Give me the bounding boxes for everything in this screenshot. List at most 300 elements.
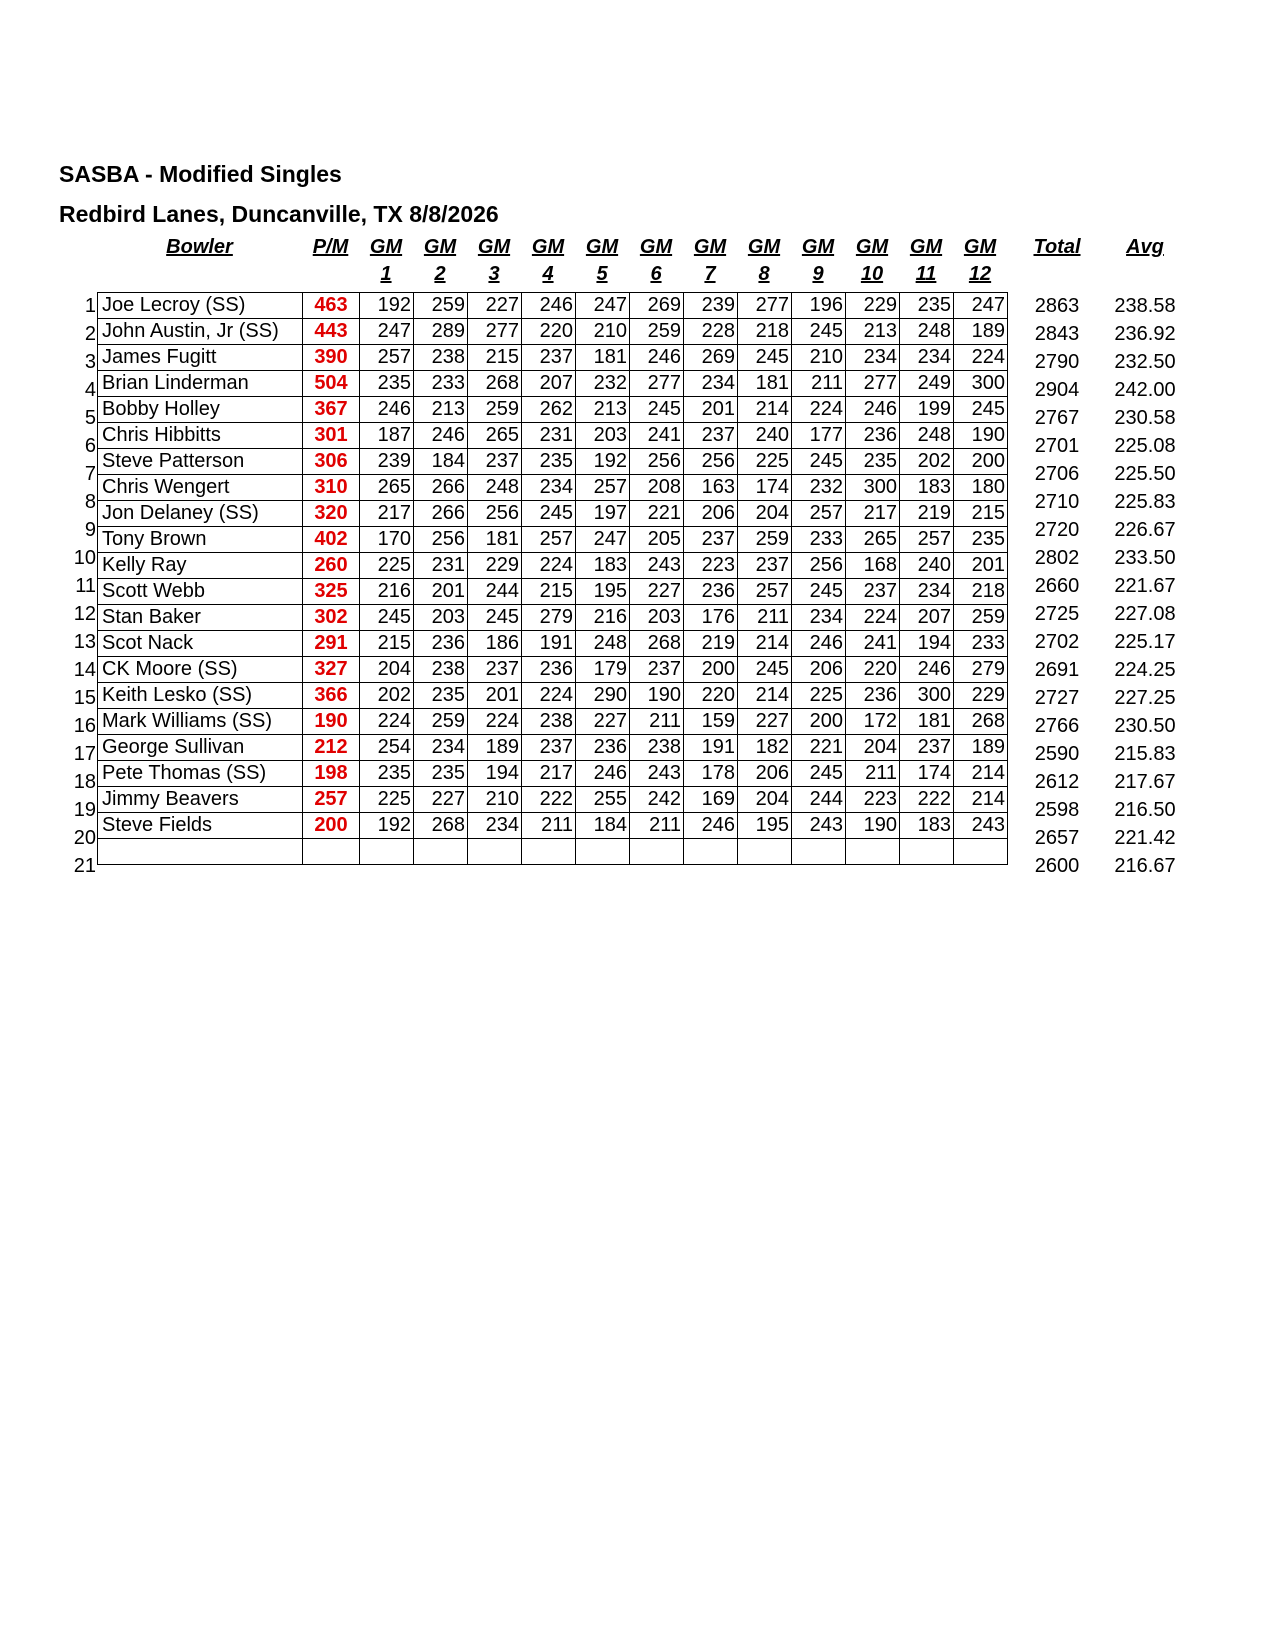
game-score-cell: 247	[576, 527, 630, 553]
plus-minus-cell: 200	[303, 813, 360, 839]
table-row	[98, 735, 1008, 761]
total-value: 2727	[1034, 687, 1080, 709]
game-score-cell: 227	[414, 787, 468, 813]
game-score-cell: 224	[846, 605, 900, 631]
game-score-cell: 172	[846, 709, 900, 735]
bowler-name-cell: James Fugitt	[98, 345, 303, 371]
game-score-cell: 238	[630, 735, 684, 761]
game-score-cell: 268	[414, 813, 468, 839]
average-value: 217.67	[1114, 771, 1176, 793]
game-score-cell: 238	[522, 709, 576, 735]
game-score-cell: 235	[414, 761, 468, 787]
bowler-name-cell: CK Moore (SS)	[98, 657, 303, 683]
game-score-cell: 236	[846, 423, 900, 449]
average-value: 225.83	[1114, 491, 1176, 513]
empty-table-row	[98, 839, 1008, 865]
game-score-cell: 236	[846, 683, 900, 709]
game-score-cell: 201	[954, 553, 1008, 579]
game-score-cell: 257	[576, 475, 630, 501]
game-score-cell: 231	[414, 553, 468, 579]
game-score-cell: 279	[954, 657, 1008, 683]
table-row	[98, 501, 1008, 527]
game-score-cell: 181	[900, 709, 954, 735]
bowler-name-cell: Pete Thomas (SS)	[98, 761, 303, 787]
game-score-cell: 211	[846, 761, 900, 787]
game-score-cell: 240	[738, 423, 792, 449]
game-score-cell: 204	[738, 787, 792, 813]
game-score-cell: 235	[846, 449, 900, 475]
game-score-cell: 215	[522, 579, 576, 605]
game-score-cell: 217	[846, 501, 900, 527]
empty-cell	[900, 839, 954, 865]
game-score-cell: 170	[360, 527, 414, 553]
game-score-cell: 227	[630, 579, 684, 605]
game-score-cell: 235	[414, 683, 468, 709]
average-value: 225.50	[1114, 463, 1176, 485]
game-score-cell: 220	[684, 683, 738, 709]
game-score-cell: 232	[792, 475, 846, 501]
game-score-cell: 246	[846, 397, 900, 423]
game-score-cell: 183	[900, 813, 954, 839]
average-value: 216.67	[1114, 855, 1176, 877]
game-score-cell: 255	[576, 787, 630, 813]
empty-cell	[414, 839, 468, 865]
game-score-cell: 238	[414, 345, 468, 371]
rank-number: 10	[73, 547, 96, 569]
plus-minus-cell: 190	[303, 709, 360, 735]
game-score-cell: 218	[738, 319, 792, 345]
game-score-cell: 259	[414, 293, 468, 319]
empty-cell	[792, 839, 846, 865]
game-score-cell: 247	[360, 319, 414, 345]
column-header-game-11: GM 11	[909, 236, 943, 285]
game-score-cell: 234	[468, 813, 522, 839]
table-row	[98, 449, 1008, 475]
game-score-cell: 201	[468, 683, 522, 709]
total-value: 2660	[1034, 575, 1080, 597]
plus-minus-cell: 402	[303, 527, 360, 553]
total-value: 2657	[1034, 827, 1080, 849]
table-row	[98, 553, 1008, 579]
rank-number: 21	[73, 855, 96, 877]
total-value: 2802	[1034, 547, 1080, 569]
empty-cell	[360, 839, 414, 865]
game-score-cell: 245	[468, 605, 522, 631]
game-score-cell: 237	[738, 553, 792, 579]
game-score-cell: 243	[954, 813, 1008, 839]
game-score-cell: 181	[468, 527, 522, 553]
game-score-cell: 268	[630, 631, 684, 657]
table-row	[98, 475, 1008, 501]
game-score-cell: 290	[576, 683, 630, 709]
table-row	[98, 605, 1008, 631]
game-score-cell: 259	[630, 319, 684, 345]
plus-minus-cell: 443	[303, 319, 360, 345]
column-header-game-9: GM 9	[801, 236, 835, 285]
column-header-game-7: GM 7	[693, 236, 727, 285]
bowler-name-cell: Chris Hibbitts	[98, 423, 303, 449]
column-header-total: Total	[1033, 236, 1081, 258]
game-score-cell: 225	[738, 449, 792, 475]
game-score-cell: 217	[360, 501, 414, 527]
bowler-name-cell: Steve Patterson	[98, 449, 303, 475]
total-value: 2904	[1034, 379, 1080, 401]
game-score-cell: 224	[468, 709, 522, 735]
game-score-cell: 199	[900, 397, 954, 423]
game-score-cell: 216	[576, 605, 630, 631]
average-value: 221.67	[1114, 575, 1176, 597]
game-score-cell: 180	[954, 475, 1008, 501]
rank-number: 19	[73, 799, 96, 821]
game-score-cell: 196	[792, 293, 846, 319]
game-score-cell: 214	[954, 787, 1008, 813]
game-score-cell: 211	[522, 813, 576, 839]
average-value: 238.58	[1114, 295, 1176, 317]
game-score-cell: 211	[630, 813, 684, 839]
game-score-cell: 208	[630, 475, 684, 501]
game-score-cell: 234	[846, 345, 900, 371]
game-score-cell: 213	[576, 397, 630, 423]
game-score-cell: 222	[900, 787, 954, 813]
game-score-cell: 216	[360, 579, 414, 605]
game-score-cell: 245	[792, 319, 846, 345]
game-score-cell: 300	[954, 371, 1008, 397]
bowler-name-cell: Steve Fields	[98, 813, 303, 839]
game-score-cell: 176	[684, 605, 738, 631]
game-score-cell: 259	[468, 397, 522, 423]
bowler-name-cell: Brian Linderman	[98, 371, 303, 397]
game-score-cell: 246	[792, 631, 846, 657]
game-score-cell: 205	[630, 527, 684, 553]
average-value: 215.83	[1114, 743, 1176, 765]
plus-minus-cell: 463	[303, 293, 360, 319]
game-score-cell: 277	[468, 319, 522, 345]
game-score-cell: 234	[900, 345, 954, 371]
plus-minus-cell: 366	[303, 683, 360, 709]
table-row	[98, 527, 1008, 553]
game-score-cell: 187	[360, 423, 414, 449]
table-row	[98, 397, 1008, 423]
rank-number: 5	[84, 407, 96, 429]
total-value: 2706	[1034, 463, 1080, 485]
game-score-cell: 168	[846, 553, 900, 579]
game-score-cell: 256	[792, 553, 846, 579]
total-value: 2590	[1034, 743, 1080, 765]
total-value: 2863	[1034, 295, 1080, 317]
average-value: 236.92	[1114, 323, 1176, 345]
rank-number: 11	[75, 575, 96, 597]
game-score-cell: 247	[576, 293, 630, 319]
game-score-cell: 245	[954, 397, 1008, 423]
bowler-name-cell: Scot Nack	[98, 631, 303, 657]
rank-number: 4	[84, 379, 96, 401]
table-row	[98, 319, 1008, 345]
game-score-cell: 215	[468, 345, 522, 371]
game-score-cell: 204	[846, 735, 900, 761]
game-score-cell: 245	[360, 605, 414, 631]
game-score-cell: 202	[900, 449, 954, 475]
bowler-name-cell: Jimmy Beavers	[98, 787, 303, 813]
game-score-cell: 210	[468, 787, 522, 813]
game-score-cell: 237	[684, 527, 738, 553]
game-score-cell: 220	[522, 319, 576, 345]
bowler-name-cell: Stan Baker	[98, 605, 303, 631]
game-score-cell: 200	[954, 449, 1008, 475]
game-score-cell: 224	[360, 709, 414, 735]
game-score-cell: 268	[954, 709, 1008, 735]
game-score-cell: 246	[684, 813, 738, 839]
column-header-game-2: GM 2	[423, 236, 457, 285]
column-header-game-6: GM 6	[639, 236, 673, 285]
game-score-cell: 233	[954, 631, 1008, 657]
game-score-cell: 235	[360, 761, 414, 787]
game-score-cell: 257	[738, 579, 792, 605]
empty-cell	[303, 839, 360, 865]
empty-cell	[846, 839, 900, 865]
game-score-cell: 221	[792, 735, 846, 761]
average-value: 224.25	[1114, 659, 1176, 681]
game-score-cell: 277	[846, 371, 900, 397]
game-score-cell: 235	[900, 293, 954, 319]
game-score-cell: 246	[630, 345, 684, 371]
game-score-cell: 239	[684, 293, 738, 319]
game-score-cell: 225	[360, 787, 414, 813]
game-score-cell: 194	[468, 761, 522, 787]
game-score-cell: 237	[846, 579, 900, 605]
game-score-cell: 242	[630, 787, 684, 813]
column-header-game-12: GM 12	[963, 236, 997, 285]
table-row	[98, 761, 1008, 787]
game-score-cell: 259	[414, 709, 468, 735]
game-score-cell: 184	[414, 449, 468, 475]
game-score-cell: 248	[900, 423, 954, 449]
plus-minus-cell: 257	[303, 787, 360, 813]
game-score-cell: 248	[900, 319, 954, 345]
game-score-cell: 244	[792, 787, 846, 813]
empty-cell	[98, 839, 303, 865]
plus-minus-cell: 198	[303, 761, 360, 787]
total-value: 2790	[1034, 351, 1080, 373]
column-header-game-10: GM 10	[855, 236, 889, 285]
column-header-avg: Avg	[1126, 236, 1164, 258]
empty-cell	[576, 839, 630, 865]
game-score-cell: 254	[360, 735, 414, 761]
game-score-cell: 266	[414, 501, 468, 527]
game-score-cell: 227	[468, 293, 522, 319]
game-score-cell: 204	[360, 657, 414, 683]
empty-cell	[522, 839, 576, 865]
game-score-cell: 219	[900, 501, 954, 527]
game-score-cell: 233	[414, 371, 468, 397]
game-score-cell: 237	[900, 735, 954, 761]
game-score-cell: 256	[684, 449, 738, 475]
event-subtitle: Redbird Lanes, Duncanville, TX 8/8/2026	[59, 201, 499, 227]
game-score-cell: 236	[414, 631, 468, 657]
table-row	[98, 579, 1008, 605]
total-value: 2600	[1034, 855, 1080, 877]
game-score-cell: 195	[738, 813, 792, 839]
empty-cell	[954, 839, 1008, 865]
total-value: 2701	[1034, 435, 1080, 457]
table-row	[98, 371, 1008, 397]
total-value: 2612	[1034, 771, 1080, 793]
game-score-cell: 218	[954, 579, 1008, 605]
game-score-cell: 237	[684, 423, 738, 449]
rank-number: 14	[73, 659, 96, 681]
game-score-cell: 257	[360, 345, 414, 371]
average-value: 230.58	[1114, 407, 1176, 429]
game-score-cell: 178	[684, 761, 738, 787]
game-score-cell: 182	[738, 735, 792, 761]
average-value: 230.50	[1114, 715, 1176, 737]
game-score-cell: 257	[792, 501, 846, 527]
game-score-cell: 245	[630, 397, 684, 423]
game-score-cell: 243	[630, 553, 684, 579]
table-row	[98, 345, 1008, 371]
column-header-game-4: GM 4	[531, 236, 565, 285]
game-score-cell: 194	[900, 631, 954, 657]
plus-minus-cell: 260	[303, 553, 360, 579]
table-row	[98, 787, 1008, 813]
column-header-game-8: GM 8	[747, 236, 781, 285]
rank-number: 18	[73, 771, 96, 793]
bowler-name-cell: Tony Brown	[98, 527, 303, 553]
game-score-cell: 245	[522, 501, 576, 527]
game-score-cell: 201	[684, 397, 738, 423]
scores-table	[97, 292, 1008, 865]
game-score-cell: 191	[684, 735, 738, 761]
game-score-cell: 179	[576, 657, 630, 683]
game-score-cell: 195	[576, 579, 630, 605]
game-score-cell: 190	[954, 423, 1008, 449]
game-score-cell: 206	[738, 761, 792, 787]
game-score-cell: 241	[630, 423, 684, 449]
game-score-cell: 256	[630, 449, 684, 475]
rank-number: 1	[84, 295, 96, 317]
game-score-cell: 246	[522, 293, 576, 319]
rank-number: 17	[73, 743, 96, 765]
game-score-cell: 234	[684, 371, 738, 397]
game-score-cell: 225	[792, 683, 846, 709]
game-score-cell: 190	[630, 683, 684, 709]
rank-number: 3	[84, 351, 96, 373]
game-score-cell: 268	[468, 371, 522, 397]
game-score-cell: 245	[792, 761, 846, 787]
table-row	[98, 813, 1008, 839]
empty-cell	[468, 839, 522, 865]
game-score-cell: 248	[468, 475, 522, 501]
game-score-cell: 236	[522, 657, 576, 683]
average-value: 216.50	[1114, 799, 1176, 821]
game-score-cell: 169	[684, 787, 738, 813]
rank-number: 12	[73, 603, 96, 625]
game-score-cell: 300	[900, 683, 954, 709]
average-value: 232.50	[1114, 351, 1176, 373]
column-header-game-3: GM 3	[477, 236, 511, 285]
game-score-cell: 211	[738, 605, 792, 631]
game-score-cell: 229	[954, 683, 1008, 709]
bowler-name-cell: Jon Delaney (SS)	[98, 501, 303, 527]
game-score-cell: 246	[414, 423, 468, 449]
game-score-cell: 237	[468, 657, 522, 683]
table-row	[98, 657, 1008, 683]
game-score-cell: 181	[576, 345, 630, 371]
game-score-cell: 235	[360, 371, 414, 397]
game-score-cell: 262	[522, 397, 576, 423]
game-score-cell: 186	[468, 631, 522, 657]
bowler-name-cell: Joe Lecroy (SS)	[98, 293, 303, 319]
game-score-cell: 211	[630, 709, 684, 735]
game-score-cell: 163	[684, 475, 738, 501]
game-score-cell: 215	[360, 631, 414, 657]
game-score-cell: 257	[522, 527, 576, 553]
plus-minus-cell: 302	[303, 605, 360, 631]
total-value: 2691	[1034, 659, 1080, 681]
table-row	[98, 709, 1008, 735]
game-score-cell: 235	[954, 527, 1008, 553]
game-score-cell: 224	[522, 553, 576, 579]
game-score-cell: 181	[738, 371, 792, 397]
total-value: 2720	[1034, 519, 1080, 541]
column-header-bowler: Bowler	[166, 236, 233, 258]
game-score-cell: 189	[954, 319, 1008, 345]
empty-cell	[738, 839, 792, 865]
plus-minus-cell: 390	[303, 345, 360, 371]
game-score-cell: 245	[738, 345, 792, 371]
game-score-cell: 214	[954, 761, 1008, 787]
game-score-cell: 219	[684, 631, 738, 657]
bowler-name-cell: Chris Wengert	[98, 475, 303, 501]
rank-number: 15	[73, 687, 96, 709]
plus-minus-cell: 367	[303, 397, 360, 423]
bowler-name-cell: Scott Webb	[98, 579, 303, 605]
game-score-cell: 234	[792, 605, 846, 631]
column-header-pm: P/M	[312, 236, 349, 258]
empty-cell	[684, 839, 738, 865]
average-value: 221.42	[1114, 827, 1176, 849]
plus-minus-cell: 504	[303, 371, 360, 397]
game-score-cell: 227	[576, 709, 630, 735]
bowler-name-cell: Bobby Holley	[98, 397, 303, 423]
empty-cell	[630, 839, 684, 865]
game-score-cell: 204	[738, 501, 792, 527]
game-score-cell: 234	[900, 579, 954, 605]
game-score-cell: 192	[360, 293, 414, 319]
game-score-cell: 229	[468, 553, 522, 579]
rank-number: 6	[84, 435, 96, 457]
average-value: 226.67	[1114, 519, 1176, 541]
game-score-cell: 207	[900, 605, 954, 631]
game-score-cell: 269	[630, 293, 684, 319]
game-score-cell: 213	[414, 397, 468, 423]
game-score-cell: 202	[360, 683, 414, 709]
game-score-cell: 201	[414, 579, 468, 605]
game-score-cell: 233	[792, 527, 846, 553]
game-score-cell: 237	[522, 345, 576, 371]
game-score-cell: 279	[522, 605, 576, 631]
game-score-cell: 220	[846, 657, 900, 683]
total-value: 2767	[1034, 407, 1080, 429]
game-score-cell: 277	[738, 293, 792, 319]
game-score-cell: 246	[360, 397, 414, 423]
average-value: 227.25	[1114, 687, 1176, 709]
average-value: 233.50	[1114, 547, 1176, 569]
plus-minus-cell: 212	[303, 735, 360, 761]
rank-number: 16	[73, 715, 96, 737]
game-score-cell: 224	[954, 345, 1008, 371]
game-score-cell: 191	[522, 631, 576, 657]
game-score-cell: 177	[792, 423, 846, 449]
